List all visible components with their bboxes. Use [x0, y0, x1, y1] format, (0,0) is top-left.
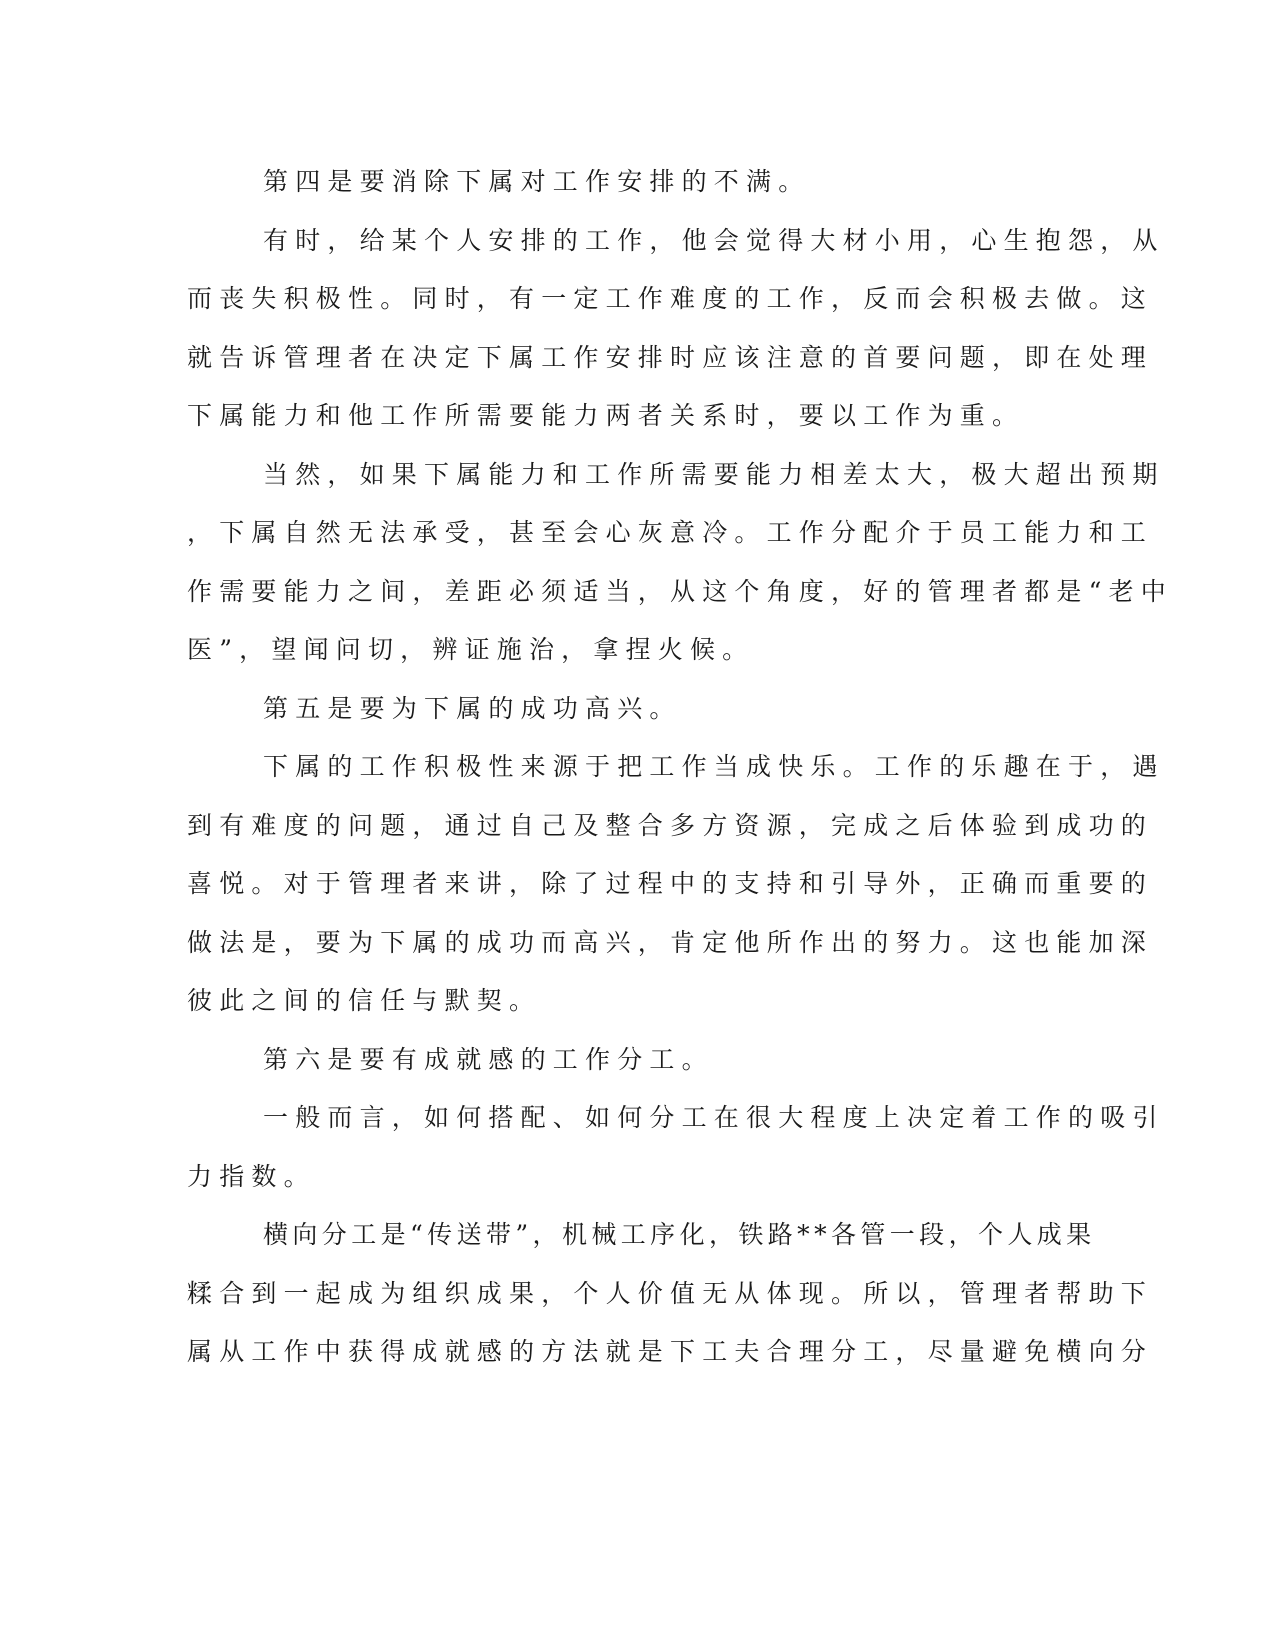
text-line: ，下属自然无法承受，甚至会心灰意冷。工作分配介于员工能力和工 [187, 518, 1154, 547]
text-line: 而丧失积极性。同时，有一定工作难度的工作，反而会积极去做。这 [187, 284, 1154, 313]
text-line: 作需要能力之间，差距必须适当，从这个角度，好的管理者都是“老中 [187, 577, 1173, 606]
text-line: 糅合到一起成为组织成果，个人价值无从体现。所以，管理者帮助下 [187, 1279, 1154, 1308]
text-line: 力指数。 [187, 1162, 316, 1191]
text-line: 当然，如果下属能力和工作所需要能力相差太大，极大超出预期 [263, 460, 1165, 489]
text-line: 到有难度的问题，通过自己及整合多方资源，完成之后体验到成功的 [187, 811, 1154, 840]
text-line: 一般而言，如何搭配、如何分工在很大程度上决定着工作的吸引 [263, 1103, 1165, 1132]
heading-point-six: 第六是要有成就感的工作分工。 [263, 1045, 714, 1074]
text-line: 喜悦。对于管理者来讲，除了过程中的支持和引导外，正确而重要的 [187, 869, 1154, 898]
text-line: 有时，给某个人安排的工作，他会觉得大材小用，心生抱怨，从 [263, 226, 1165, 255]
text-line: 就告诉管理者在决定下属工作安排时应该注意的首要问题，即在处理 [187, 343, 1154, 372]
text-line: 下属能力和他工作所需要能力两者关系时，要以工作为重。 [187, 401, 1025, 430]
text-line: 横向分工是“传送带”，机械工序化，铁路**各管一段，个人成果 [263, 1220, 1096, 1249]
text-line: 彼此之间的信任与默契。 [187, 986, 542, 1015]
text-line: 做法是，要为下属的成功而高兴，肯定他所作出的努力。这也能加深 [187, 928, 1154, 957]
text-line: 下属的工作积极性来源于把工作当成快乐。工作的乐趣在于，遇 [263, 752, 1165, 781]
text-line: 属从工作中获得成就感的方法就是下工夫合理分工，尽量避免横向分 [187, 1337, 1154, 1366]
heading-point-five: 第五是要为下属的成功高兴。 [263, 694, 682, 723]
text-line: 医”，望闻问切，辨证施治，拿捏火候。 [187, 635, 755, 664]
heading-point-four: 第四是要消除下属对工作安排的不满。 [263, 167, 811, 196]
